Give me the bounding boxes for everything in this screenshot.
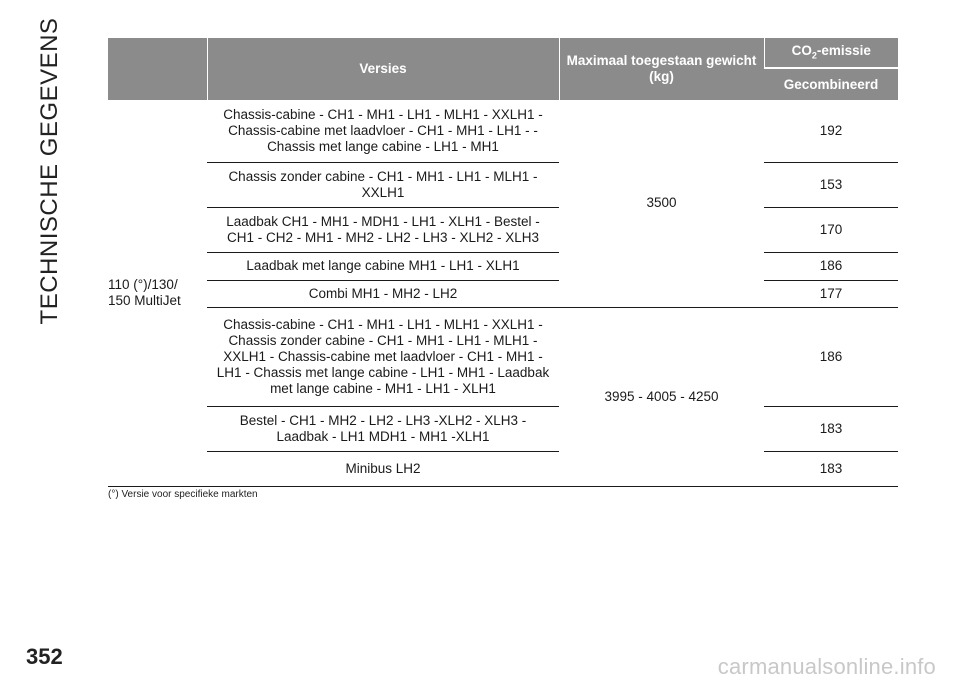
version-cell: Laadbak met lange cabine MH1 - LH1 - XLH1 — [207, 252, 559, 280]
co2-cell: 186 — [764, 252, 898, 280]
footnote: (°) Versie voor specifieke markten — [108, 489, 258, 500]
header-combined: Gecombineerd — [764, 68, 898, 100]
header-co2-emission — [764, 38, 898, 68]
version-cell: Chassis-cabine - CH1 - MH1 - LH1 - MLH1 - XXLH1 - Chassis zonder cabine - CH1 - MH1 - LH1 - MLH1 - XXLH1 - Chassis-cabine met laadvloer - CH1 - MH1 - LH1 - Chassis met lange cabine - LH1 - MH1 - Laadbak met lange cabine - MH1 - LH1 - XLH1 — [207, 307, 559, 406]
header-max-weight: Maximaal toegestaan gewicht (kg) — [559, 38, 764, 100]
header-versions: Versies — [207, 38, 559, 100]
engine-cell: 110 (°)/130/ 150 MultiJet — [108, 100, 207, 486]
co2-cell: 153 — [764, 162, 898, 207]
co2-cell: 192 — [764, 100, 898, 162]
version-cell: Chassis zonder cabine - CH1 - MH1 - LH1 - MLH1 - XXLH1 — [207, 162, 559, 207]
co2-cell: 186 — [764, 307, 898, 406]
table-row — [108, 162, 898, 207]
page-number: 352 — [26, 644, 63, 669]
co2-cell: 183 — [764, 451, 898, 486]
table-header-row — [108, 38, 898, 68]
table-row — [108, 406, 898, 451]
co2-cell: 177 — [764, 280, 898, 307]
table-row — [108, 307, 898, 406]
co2-emission-table — [108, 38, 898, 487]
section-title-text: TECHNISCHE GEGEVENS — [36, 17, 63, 325]
table-row — [108, 252, 898, 280]
table-row — [108, 100, 898, 162]
co2-subscript: 2 — [811, 50, 817, 61]
version-cell: Laadbak CH1 - MH1 - MDH1 - LH1 - XLH1 - Bestel - CH1 - CH2 - MH1 - MH2 - LH2 - LH3 - XLH2 - XLH3 — [207, 207, 559, 252]
version-cell: Combi MH1 - MH2 - LH2 — [207, 280, 559, 307]
version-cell: Minibus LH2 — [207, 451, 559, 486]
weight-cell: 3995 - 4005 - 4250 — [559, 307, 764, 486]
header-engine-cell — [108, 38, 207, 100]
watermark-text: carmanualsonline.info — [717, 654, 936, 679]
table-row — [108, 207, 898, 252]
weight-cell: 3500 — [559, 100, 764, 307]
co2-cell: 170 — [764, 207, 898, 252]
co2-label: CO — [791, 43, 812, 59]
table-row — [108, 451, 898, 486]
version-cell: Bestel - CH1 - MH2 - LH2 - LH3 -XLH2 - XLH3 - Laadbak - LH1 MDH1 - MH1 -XLH1 — [207, 406, 559, 451]
table-row — [108, 280, 898, 307]
co2-suffix: -emissie — [816, 43, 871, 59]
version-cell: Chassis-cabine - CH1 - MH1 - LH1 - MLH1 - XXLH1 - Chassis-cabine met laadvloer - CH1 - MH1 - LH1 - - Chassis met lange cabine - LH1 - MH1 — [207, 100, 559, 162]
co2-cell: 183 — [764, 406, 898, 451]
